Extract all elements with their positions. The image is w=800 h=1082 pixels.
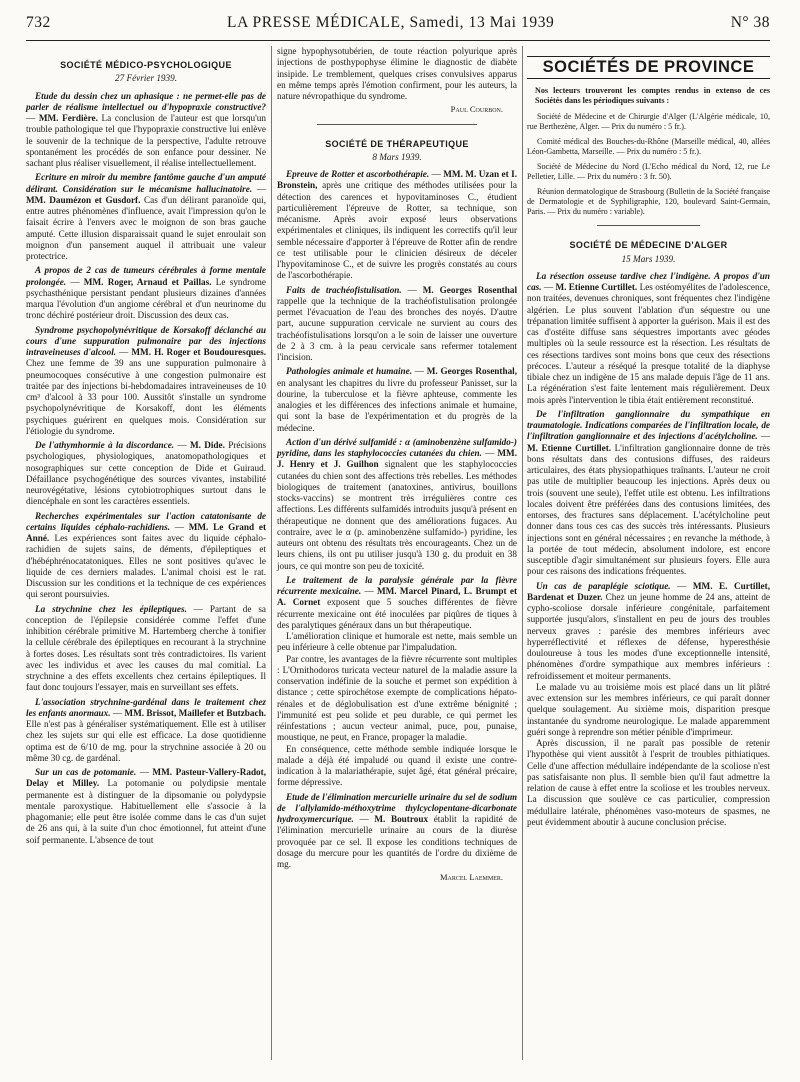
abstract-body: La potomanie ou polydipsie mentale permanente est à distinguer de la dipsomanie ou polydypsie mentale paroxystique. Habituellement elle s'associe à la phagomanie; elle peut être isolée comme dans le cas d'un sujet de 26 ans qui, à la suite d'un choc émotionnel, fut atteint d'une soif permanente. L'absence de tout <box>26 778 266 845</box>
abstract: Action d'un dérivé sulfamidé : α (aminobenzène sulfamido-) pyridine, dans les staphylococcies cutanées du chien. — MM. J. Henry et J. Guilhon signalent que les staphylococcies cutanées du chien sont des affections très rebelles. Les méthodes biologiques de traitement (anatoxines, antivirus, bouillons stocks-vaccins) se montrent très irrégulières contre ces affections. Les différents sulfamidés introduits jusqu'à présent en thérapeutique ne donnent que des améliorations fugaces. Au contraire, avec le α (p. aminobenzène sulfamido-) pyridine, les auteurs ont obtenu des résultats très encourageants. Chez un de leurs chiens, ils ont pu utiliser jusqu'à 130 g. du produit en 38 jours, ce qui montre son peu de toxicité. <box>277 436 517 571</box>
abstract-title: A propos de 2 cas de tumeurs cérébrales à forme mentale prolongée. <box>26 265 266 287</box>
abstract-body: La conclusion de l'auteur est que lorsqu'un trouble pathologique tel que l'hypopraxie constructive lui enlève le souvenir de la technique de la perspective, l'adulte retrouve spontanément les procédés de son enfance pour dessiner. Ne sachant plus réaliser visuellement, il réalise intellectuellement. <box>26 113 266 168</box>
abstract-body: Elle n'est pas à généraliser systématiquement. Elle est à utiliser chez les sujets sur qui elle est efficace. La dose quotidienne optima est de 6/10 de mg. pour la strychnine associée à 20 ou même 30 cg. de gardénal. <box>26 719 266 763</box>
abstract: L'association strychnine-gardénal dans le traitement chez les enfants anormaux. — MM. Brissot, Maillefer et Butzbach. Elle n'est pas à généraliser systématiquement. Elle est à utiliser chez les sujets sur qui elle est efficace. La dose quotidienne optima est de 6/10 de mg. pour la strychnine associée à 20 ou même 30 cg. de gardénal. <box>26 696 266 763</box>
abstract-title: Pathologies animale et humaine. <box>286 366 412 377</box>
issue-number: N° 38 <box>730 14 770 31</box>
abstract-authors: MM. Le Grand et Anné. <box>26 521 267 543</box>
abstract-body: Cas d'un délirant paranoïde qui, entre autres phénomènes d'influence, avait l'impression qu'on le faisait écrire à l'envers avec le moignon de son bras gauche amputé. Cette illusion disparaissait quand le sujet enroulait son moignon d'un pansement auquel il attribuait une valeur protectrice. <box>26 194 266 261</box>
abstract-title: Syndrome psychopolynévritique de Korsakoff déclanché au cours d'une suppuration pulmonaire par des injections intraveineuses d'alcool. <box>26 324 266 357</box>
abstract-body: Les expériences sont faites avec du liquide céphalo-rachidien de sujets sains, de déments, d'épileptiques et d'hébéphrénocatatoniques. Elles ne sont positives qu'avec le liquide de ces derniers malades. L'animal choisi est le rat. Discussion sur les conditions et la technique de ces expériences qui seront poursuivies. <box>26 533 267 600</box>
abstract: Ecriture en miroir du membre fantôme gauche d'un amputé délirant. Considération sur le mécanisme hallucinatoire. — MM. Daumézon et Gusdorf. Cas d'un délirant paranoïde qui, entre autres phénomènes d'influence, avait l'impression qu'on le faisait écrire à l'envers avec le moignon de son bras gauche amputé. Cette illusion disparaissait quand le sujet enroulait son moignon d'un pansement auquel il attribuait une valeur protectrice. <box>26 172 267 261</box>
session-date: 27 Février 1939. <box>114 73 177 84</box>
column-1 <box>26 46 266 846</box>
section-rule <box>317 124 477 125</box>
session-date: 15 Mars 1939. <box>621 253 676 264</box>
header-rule <box>26 40 770 41</box>
abstract-authors: Partant de sa conception de l'épilepsie considérée comme l'effet d'une inhibition cérébrale primitive M. Hartemberg <box>26 603 267 636</box>
journal-title-date: LA PRESSE MÉDICALE, Samedi, 13 Mai 1939 <box>227 14 555 31</box>
abstract: Etude de l'élimination mercurielle urinaire du sel de sodium de l'allylamido-méthoxytrime thylcyclopentane-dicarbonate hydroxymercurique. — M. Boutroux établit la rapidité de l'élimination mercurielle urinaire au cours de la diurèse provoquée par ce sel. Il expose les conditions techniques de dosage du mercure pour les quantités de l'ordre du dixième de mg. <box>277 791 518 869</box>
abstract-authors: MM. Ferdière. <box>38 113 98 123</box>
abstract-body: Précisions psychologiques, physiologiques, anatomopathologiques et nosographiques sur cette conception de Dide et Guiraud. Défaillance psychogénétique des sources vivantes, instabilité neurovégétative, lésions cytobiotrophiques surtout dans le diencéphale en sont les caractères essentiels. <box>26 440 267 507</box>
abstract-body: L'infiltration ganglionnaire donne de très bons résultats dans des contusions diffuses, des raideurs articulaires, des états physiopathiques traînants. L'auteur ne croit pas utile de multiplier beaucoup les injections. Après deux ou trois (souvent une seule), l'effet utile est obtenu. Les infiltrations locales doivent être préférées dans des contusions limitées, des entorses, des fractures sans déplacement. L'acétylcholine peut donner dans tous ces cas des succès très intéressants. Plusieurs injections sont en général nécessaires ; en revanche la méthode, à la portée de tout médecin, absolument indolore, est encore susceptible d'agir simultanément sur plusieurs foyers. Elle aura pour ces raisons des indications fréquentes. <box>527 442 771 577</box>
abstract-authors: MM. H. Roger et Boudouresques. <box>131 347 266 357</box>
list-item: Réunion dermatologique de Strasbourg (Bulletin de la Société française de Dermatologie et de Syphiligraphie, 120, boulevard Saint-Germain, Paris. — Prix du numéro : variable). <box>527 187 770 217</box>
abstract: La résection osseuse tardive chez l'indigène. A propos d'un cas. — M. Etienne Curtillet. Les ostéomyélites de l'adolescence, non traitées, devenues chroniques, sont fréquentes chez l'indigène algérien. Le plus souvent l'ablation d'un séquestre ou une trépanation limitée suffisent à apporter la guérison. Mais il est des cas d'ostéite diffuse sans séquestres importants avec géodes multiples où la seule ressource est la résection. Les résultats de ces résections tardives sont moins bons que ceux des résections précoces. L'auteur a réséqué la presque totalité de la diaphyse tibiale chez un indigène de 15 ans malade depuis l'âge de 11 ans. La régénération s'est faite lentement mais régulièrement. Deux mois après l'intervention le tibia était entièrement reconstitué. <box>527 270 771 405</box>
abstract: Epreuve de Rotter et ascorbothérapie. — MM. M. Uzan et I. Bronstein, après une critique des méthodes utilisées pour la détection des carences et hypovitaminoses C., étudient particulièrement l'épreuve de Rotter, sa technique, son mécanisme. Après avoir exposé leurs observations expérimentales et cliniques, ils indiquent les correctifs qu'il leur semble nécessaire d'apporter à l'épreuve de Rotter afin de rendre ce test utilisable pour le clinicien désireux de déceler l'hypovitaminose C., et de suivre les progrès constatés au cours de l'ascorbothérapie. <box>277 169 517 281</box>
abstract-title: La résection osseuse tardive chez l'indigène. A propos d'un cas. <box>527 270 770 292</box>
section-rule <box>597 225 700 226</box>
abstract-body: signalent que les staphylococcies cutanées du chien sont des affections très rebelles. Les méthodes biologiques de traitement (anatoxines, antivirus, bouillons stocks-vaccins) se montrent très irrégulières contre ces affections. Les différents sulfamidés introduits jusqu'à présent en thérapeutique ne donnent que des améliorations fugaces. Au contraire, avec le α (p. aminobenzène sulfamido-) pyridine, les auteurs ont obtenu des résultats très encourageants. Chez un de leurs chiens, ils ont pu utiliser jusqu'à 130 g. du produit en 38 jours, ce qui montre son peu de toxicité. <box>277 459 517 571</box>
abstract-paragraph: En conséquence, cette méthode semble indiquée lorsque le malade a déjà été impaludé ou quand il existe une contre-indication à la malariathérapie, sujet âgé, état général précaire, forme dépressive. <box>277 743 517 788</box>
abstract-authors: MM. Daumézon et Gusdorf. <box>26 194 141 205</box>
abstract: Pathologies animale et humaine. — M. Georges Rosenthal, en analysant les chapitres du livre du professeur Panisset, sur la dourine, la tuberculose et la fièvre aphteuse, commente les analogies et les différences des infections animale et humaine, qui sont la base de l'expérimentation et du progrès de la médecine. <box>277 366 518 433</box>
continued-text: signe hypophysotubérien, de toute réaction polyurique après injections de posthypophyse élimine le diagnostic de diabète insipide. Le tremblement, quelques crises convulsives apparus en même temps après l'émotion confirment, pour les auteurs, la nature névropathique du syndrome. <box>277 46 517 101</box>
abstract: Sur un cas de potomanie. — MM. Pasteur-Vallery-Radot, Delay et Milley. La potomanie ou polydipsie mentale permanente est à distinguer de la dipsomanie ou polydypsie mentale paroxystique. Habituellement elle s'associe à la phagomanie; elle peut être isolée comme dans le cas d'un sujet de 26 ans qui, à la suite d'un choc émotionnel, fut atteint d'une soif permanente. L'absence de tout <box>26 767 267 845</box>
abstract: Le traitement de la paralysie générale par la fièvre récurrente mexicaine. — MM. Marcel Pinard, L. Brumpt et A. Cornet exposent que 5 souches différentes de fièvre récurrente mexicaine ont été inoculées par piqûres de tiques à des paralytiques généraux dans un but thérapeutique. <box>277 574 518 630</box>
abstract-authors: MM. M. Uzan et I. Bronstein, <box>277 169 517 191</box>
abstract-authors: M. Georges Rosenthal <box>422 284 518 295</box>
abstract-authors: MM. J. Henry et J. Guilhon <box>277 448 517 470</box>
abstract-paragraph: L'amélioration clinique et humorale est nette, mais semble un peu inférieure à celle obtenue par l'impaludation. <box>277 631 517 653</box>
list-item: Comité médical des Bouches-du-Rhône (Marseille médical, 40, allées Léon-Gambetta, Marseille. — Prix du numéro : 5 fr.). <box>527 137 770 157</box>
abstract-body: Chez un jeune homme de 24 ans, atteint de cypho-scoliose dorsale inférieure congénitale, parfaitement supportée jusqu'alors, s'installent en peu de jours des troubles nerveux graves : parésie des membres inférieurs avec hyperréflectivité et réflexes de défense, hyperesthésie douloureuse à tous les modes d'une exceptionnelle intensité, phénomènes d'ordre sympathique aux membres inférieurs : refroidissement et moiteur permanents. <box>527 591 771 681</box>
abstract-title: Le traitement de la paralysie générale par la fièvre récurrente mexicaine. <box>277 574 517 596</box>
column-divider <box>271 46 272 1060</box>
periodicals-list <box>527 112 770 217</box>
abstract: Recherches expérimentales sur l'action catatonisante de certains liquides céphalo-rachidiens. — MM. Le Grand et Anné. Les expériences sont faites avec du liquide céphalo-rachidien de sujets sains, de déments, d'épileptiques et d'hébéphrénocatatoniques. Elles ne sont positives qu'avec le liquide de ces derniers malades. L'animal choisi est le rat. Discussion sur les conditions et la technique de ces expériences qui seront poursuivies. <box>26 510 267 600</box>
list-item: Société de Médecine et de Chirurgie d'Alger (L'Algérie médicale, 10, rue Berthezène, Alger. — Prix du numéro : 5 fr.). <box>527 112 770 132</box>
column-divider <box>522 46 523 1060</box>
page-header <box>26 14 770 36</box>
abstract-body: Chez une femme de 39 ans une suppuration pulmonaire à pneumocoques consécutive à une congestion pulmonaire est traitée par des injections bi-hebdomadaires intraveineuses de 10 cm³ d'alcool à 33 pour 100. Aussitôt s'installe un syndrome psychopolynévritique de Korsakoff, dont les éléments psychiques guérirent en quelques mois. Considération sur l'étiologie du syndrome. <box>26 358 266 436</box>
abstract-title: Etude du dessin chez un aphasique : ne permet-elle pas de parler de réalisme intellectuel ou d'hypopraxie constructive? <box>26 90 266 112</box>
abstract-title: Epreuve de Rotter et ascorbothérapie. <box>286 169 430 179</box>
abstract-body: après une critique des méthodes utilisées pour la détection des carences et hypovitaminoses C., étudient particulièrement l'épreuve de Rotter, sa technique, son mécanisme. Après avoir exposé leurs observations expérimentales et cliniques, ils indiquent les correctifs qu'il leur semble nécessaire d'apporter à l'épreuve de Rotter afin de rendre ce test utilisable pour le clinicien désireux de déceler l'hypovitaminose C., et de suivre les progrès constatés au cours de l'ascorbothérapie. <box>277 180 517 281</box>
abstract: A propos de 2 cas de tumeurs cérébrales à forme mentale prolongée. — MM. Roger, Arnaud et Paillas. Le syndrome psychasthénique persistant pendant plusieurs dizaines d'années marqua l'évolution d'un angiome cérébral et d'un neurinome du tronc déchiré postérieur droit. Discussion des deux cas. <box>26 265 266 321</box>
abstract-authors: MM. Marcel Pinard, L. Brumpt et A. Cornet <box>277 586 518 608</box>
abstract-authors: MM. Pasteur-Vallery-Radot, Delay et Milley. <box>26 767 267 789</box>
abstract-title: Sur un cas de potomanie. <box>35 767 137 777</box>
abstract-body: rappelle que la technique de la trachéofistulisation prolongée permet l'évacuation de l'eau des bronches des noyés. D'autre part, aucune suppuration cervicale ne survient au cours des trachéofistulisations lorsqu'on a le soin de laisser une ouverture de 2 à 3 cm. à la peau cervicale sans refermer totalement l'incision. <box>277 295 517 362</box>
abstract-title: Un cas de paraplégie sciotique. <box>536 580 671 591</box>
abstract: De l'athymhormie à la discordance. — M. Dide. Précisions psychologiques, physiologiques, anatomopathologiques et nosographiques sur cette conception de Dide et Guiraud. Défaillance psychogénétique des sources vivantes, instabilité neurovégétative, lésions cytobiotrophiques surtout dans le diencéphale en sont les caractères essentiels. <box>26 440 267 507</box>
abstract-authors: M. Etienne Curtillet. <box>527 442 612 453</box>
abstract-body: exposent que 5 souches différentes de fièvre récurrente mexicaine ont été inoculées par piqûres de tiques à des paralytiques généraux dans un but thérapeutique. <box>277 597 517 630</box>
banner-intro: Nos lecteurs trouveront les comptes rendus in extenso de ces Sociétés dans les périodiques suivants : <box>535 86 770 106</box>
abstract-title: Ecriture en miroir du membre fantôme gauche d'un amputé délirant. Considération sur le mécanisme hallucinatoire. <box>26 172 266 194</box>
society-heading: SOCIÉTÉ DE MÉDECINE D'ALGER <box>569 240 728 251</box>
abstract-authors: M. Dide. <box>189 440 225 450</box>
abstract-title: De l'athymhormie à la discordance. <box>35 440 175 450</box>
abstract: De l'infiltration ganglionnaire du sympathique en traumatologie. Indications comparées de l'infiltration locale, de l'infiltration ganglionnaire et des injections d'acétylcholine. — M. Etienne Curtillet. L'infiltration ganglionnaire donne de très bons résultats dans des contusions diffuses, des raideurs articulaires, des états physiopathiques traînants. L'auteur ne croit pas utile de multiplier beaucoup les injections. Après deux ou trois (souvent une seule), l'effet utile est obtenu. Les infiltrations locales doivent être préférées dans des contusions limitées, des entorses, des fractures sans déplacement. L'acétylcholine peut donner dans tous ces cas des succès très intéressants. Plusieurs injections sont en général nécessaires ; en revanche la méthode, à la portée de tout médecin, absolument indolore, est encore susceptible d'agir simultanément sur plusieurs foyers. Elle aura pour ces raisons des indications fréquentes. <box>527 408 771 577</box>
abstract-title: Action d'un dérivé sulfamidé : α (aminobenzène sulfamido-) pyridine, dans les staphylococcies cutanées du chien. <box>277 436 517 458</box>
abstract-body: cherche à tonifier la cellule cérébrale des épileptiques en recourant à la strychnine à fortes doses. Les résultats sont très contradictoires. Ils varient avec les individus et avec les causes du mal comitial. La strychnine a des effets excellents chez certains épileptiques. Il faut donc toujours l'essayer, mais en surveillant ses effets. <box>26 626 266 693</box>
abstract-body: Les ostéomyélites de l'adolescence, non traitées, devenues chroniques, sont fréquentes chez l'indigène algérien. Le plus souvent l'ablation d'un séquestre ou une trépanation limitée suffisent à apporter la guérison. Mais il est des cas d'ostéite diffuse sans séquestres importants avec géodes multiples où la seule ressource est la résection. Les résultats de ces résections tardives sont moins bons que ceux des résections précoces. L'auteur a réséqué la presque totalité de la diaphyse tibiale chez un indigène de 15 ans malade depuis l'âge de 11 ans. La régénération s'est faite lentement mais régulièrement. Deux mois après l'intervention le tibia était entièrement reconstitué. <box>527 282 771 405</box>
abstract-authors: MM. Brissot, Maillefer et Butzbach. <box>124 707 266 718</box>
abstract-paragraph: Après discussion, il ne paraît pas possible de retenir l'hypothèse qui vient aussitôt à l'esprit de troubles pithiatiques. Celle d'une affection médullaire indépendante de la scoliose n'est pas satisfaisante non plus. Il semble bien qu'il faut admettre la relation de cause à effet entre la scoliose et les troubles nerveux. La discussion que soulève ce cas particulier, compression médullaire latérale, phénomènes vaso-moteurs de spasmes, ne peut évidemment aboutir à aucune conclusion précise. <box>527 738 770 827</box>
abstract-title: L'association strychnine-gardénal dans le traitement chez les enfants anormaux. <box>26 696 266 718</box>
abstract-title: Faits de trachéofistulisation. <box>286 284 402 295</box>
section-banner: SOCIÉTÉS DE PROVINCE <box>527 56 770 79</box>
abstract-authors: MM. Roger, Arnaud et Paillas. <box>83 276 212 287</box>
abstract-body: établit la rapidité de l'élimination mercurielle urinaire au cours de la diurèse provoquée par ce sel. Il expose les conditions techniques de dosage du mercure pour les quantités de l'ordre du dixième de mg. <box>277 814 518 869</box>
abstract-authors: M. Georges Rosenthal, <box>426 366 518 377</box>
abstract-authors: MM. E. Curtillet, Bardenat et Duzer. <box>527 580 770 602</box>
abstract-body: en analysant les chapitres du livre du professeur Panisset, sur la dourine, la tuberculose et la fièvre aphteuse, commente les analogies et les différences des infections animale et humaine, qui sont la base de l'expérimentation et du progrès de la médecine. <box>277 377 517 433</box>
society-heading: SOCIÉTÉ DE THÉRAPEUTIQUE <box>325 138 469 149</box>
abstract: Syndrome psychopolynévritique de Korsakoff déclanché au cours d'une suppuration pulmonaire par des injections intraveineuses d'alcool. — MM. H. Roger et Boudouresques. Chez une femme de 39 ans une suppuration pulmonaire à pneumocoques consécutive à une congestion pulmonaire est traitée par des injections bi-hebdomadaires intraveineuses de 10 cm³ d'alcool à 33 pour 100. Aussitôt s'installe un syndrome psychopolynévritique de Korsakoff, dont les éléments psychiques guérirent en quelques mois. Considération sur l'étiologie du syndrome. <box>26 324 266 436</box>
abstract-paragraph: Le malade vu au troisième mois est placé dans un lit plâtré avec extension sur les membres inférieurs, ce qui paraît donner quelque soulagement. Au sixième mois, disparition presque instantanée du syndrome neurologique. Le malade apparemment guéri songe à reprendre son métier pénible d'imprimeur. <box>527 681 770 737</box>
list-item: Société de Médecine du Nord (L'Echo médical du Nord, 12, rue Le Pelletier, Lille. — Prix du numéro : 3 fr. 50). <box>527 162 770 182</box>
signature: Paul Courbon. <box>450 104 503 115</box>
signature: Marcel Laemmer. <box>439 872 503 883</box>
session-date: 8 Mars 1939. <box>372 151 422 162</box>
abstract: Etude du dessin chez un aphasique : ne permet-elle pas de parler de réalisme intellectuel ou d'hypopraxie constructive? — MM. Ferdière. La conclusion de l'auteur est que lorsqu'un trouble pathologique tel que l'hypopraxie constructive lui enlève le souvenir de la technique de la perspective, l'adulte retrouve spontanément les procédés de son enfance pour dessiner. Ne sachant plus réaliser visuellement, il réalise intellectuellement. <box>26 90 266 168</box>
abstract-title: Recherches expérimentales sur l'action catatonisante de certains liquides céphalo-rachidiens. <box>26 510 266 532</box>
society-heading: SOCIÉTÉ MÉDICO-PSYCHOLOGIQUE <box>60 60 232 70</box>
abstract-title: La strychnine chez les épileptiques. <box>35 603 187 614</box>
abstract-paragraph: Par contre, les avantages de la fièvre récurrente sont multiples : L'Ornithodoros turicata vecteur naturel de la maladie assure la conservation indéfinie de la souche et permet son expédition à distance ; cette spirochétose exempte de complications hépato-rénales et de déglobulisation est d'une extrême bénignité ; l'immunité est peu solide et peu durable, ce qui permet les réinfestations ; aucun vecteur animal, puce, pou, punaise, moustique, ne peut, en France, propager la maladie. <box>277 653 517 743</box>
abstract-authors: M. Boutroux <box>374 814 429 824</box>
abstract-title: Etude de l'élimination mercurielle urinaire du sel de sodium de l'allylamido-méthoxytrime thylcyclopentane-dicarbonate hydroxymercurique. <box>277 791 517 824</box>
column-2 <box>277 46 517 884</box>
abstract-body: Le syndrome psychasthénique persistant pendant plusieurs dizaines d'années marqua l'évolution d'un angiome cérébral et d'un neurinome du tronc déchiré postérieur droit. Discussion des deux cas. <box>26 276 266 321</box>
abstract: Faits de trachéofistulisation. — M. Georges Rosenthal rappelle que la technique de la trachéofistulisation prolongée permet l'évacuation de l'eau des bronches des noyés. D'autre part, aucune suppuration cervicale ne survient au cours des trachéofistulisations lorsqu'on a le soin de laisser une ouverture de 2 à 3 cm. à la peau cervicale sans refermer totalement l'incision. <box>277 284 518 362</box>
column-3 <box>527 46 770 828</box>
abstract: La strychnine chez les épileptiques. — Partant de sa conception de l'épilepsie considérée comme l'effet d'une inhibition cérébrale primitive M. Hartemberg cherche à tonifier la cellule cérébrale des épileptiques en recourant à la strychnine à fortes doses. Les résultats sont très contradictoires. Ils varient avec les individus et avec les causes du mal comitial. La strychnine a des effets excellents chez certains épileptiques. Il faut donc toujours l'essayer, mais en surveillant ses effets. <box>26 603 267 693</box>
abstract: Un cas de paraplégie sciotique. — MM. E. Curtillet, Bardenat et Duzer. Chez un jeune homme de 24 ans, atteint de cypho-scoliose dorsale inférieure congénitale, parfaitement supportée jusqu'alors, s'installent en peu de jours des troubles nerveux graves : parésie des membres inférieurs avec hyperréflectivité et réflexes de défense, hyperesthésie douloureuse à tous les modes d'une exceptionnelle intensité, phénomènes d'ordre sympathique aux membres inférieurs : refroidissement et moiteur permanents. <box>527 580 771 681</box>
abstract-authors: M. Etienne Curtillet. <box>555 282 638 292</box>
page-number: 732 <box>26 14 51 31</box>
abstract-title: De l'infiltration ganglionnaire du sympathique en traumatologie. Indications comparées de l'infiltration locale, de l'infiltration ganglionnaire et des injections d'acétylcholine. <box>527 408 770 442</box>
